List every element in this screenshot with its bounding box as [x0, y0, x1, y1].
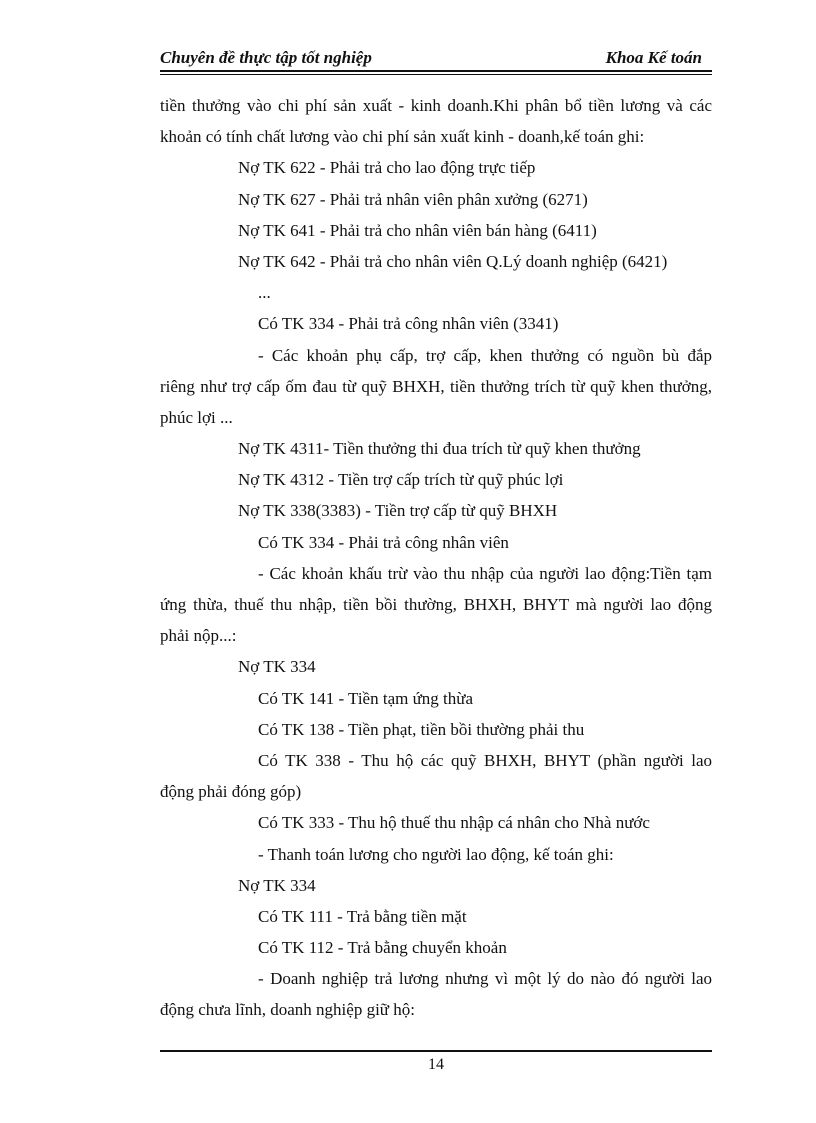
text-line: Nợ TK 627 - Phải trả nhân viên phân xưởng (6271): [238, 189, 588, 209]
text-line: Có TK 334 - Phải trả công nhân viên: [258, 532, 509, 552]
header-rule-thin: [160, 74, 712, 75]
footer-rule: [160, 1050, 712, 1052]
text-line: phải nộp...:: [160, 626, 237, 646]
text-line: ứng thừa, thuế thu nhập, tiền bồi thường, BHXH, BHYT mà người lao động: [160, 595, 712, 614]
text-line: - Các khoản phụ cấp, trợ cấp, khen thưởng có nguồn bù đắp: [258, 345, 712, 365]
text-line: riêng như trợ cấp ốm đau từ quỹ BHXH, tiền thưởng trích từ quỹ khen thưởng,: [160, 376, 712, 396]
text-line: động phải đóng góp): [160, 782, 302, 802]
text-line: phúc lợi ...: [160, 407, 233, 427]
text-line: Nợ TK 338(3383) - Tiền trợ cấp từ quỹ BHXH: [238, 501, 558, 521]
text-line: Nợ TK 4311- Tiền thưởng thi đua trích từ quỹ khen thưởng: [238, 439, 641, 459]
text-line: - Các khoản khấu trừ vào thu nhập của người lao động:Tiền tạm: [258, 563, 712, 583]
text-line: Nợ TK 334: [238, 657, 316, 677]
text-line: Nợ TK 334: [238, 875, 316, 895]
header-rule-thick: [160, 70, 712, 72]
text-line: - Doanh nghiệp trả lương nhưng vì một lý do nào đó người lao: [258, 969, 712, 989]
text-line: tiền thưởng vào chi phí sản xuất - kinh doanh.Khi phân bổ tiền lương và các: [160, 96, 712, 115]
text-line: Nợ TK 622 - Phải trả cho lao động trực tiếp: [238, 158, 536, 178]
text-line: Nợ TK 642 - Phải trả cho nhân viên Q.Lý doanh nghiệp (6421): [238, 251, 668, 271]
text-line: ...: [258, 283, 271, 303]
text-line: Có TK 334 - Phải trả công nhân viên (3341): [258, 314, 559, 334]
text-line: Có TK 338 - Thu hộ các quỹ BHXH, BHYT (phần người lao: [258, 750, 712, 770]
text-line: Nợ TK 4312 - Tiền trợ cấp trích từ quỹ phúc lợi: [238, 470, 564, 490]
text-line: Có TK 333 - Thu hộ thuế thu nhập cá nhân cho Nhà nước: [258, 813, 650, 833]
body-text: [160, 90, 712, 1026]
page-number: 14: [428, 1056, 444, 1073]
page-header: [160, 46, 712, 74]
text-line: Nợ TK 641 - Phải trả cho nhân viên bán hàng (6411): [238, 220, 597, 240]
text-line: Có TK 112 - Trả bằng chuyển khoản: [258, 938, 507, 958]
header-department: Khoa Kế toán: [605, 48, 702, 67]
text-line: Có TK 111 - Trả bằng tiền mặt: [258, 906, 467, 926]
text-line: động chưa lĩnh, doanh nghiệp giữ hộ:: [160, 1000, 415, 1020]
text-line: - Thanh toán lương cho người lao động, kế toán ghi:: [258, 844, 614, 864]
text-line: Có TK 141 - Tiền tạm ứng thừa: [258, 688, 474, 708]
text-line: Có TK 138 - Tiền phạt, tiền bồi thường phải thu: [258, 719, 585, 739]
header-title: Chuyên đề thực tập tốt nghiệp: [160, 48, 372, 67]
text-line: khoản có tính chất lương vào chi phí sản xuất kinh - doanh,kế toán ghi:: [160, 127, 645, 147]
